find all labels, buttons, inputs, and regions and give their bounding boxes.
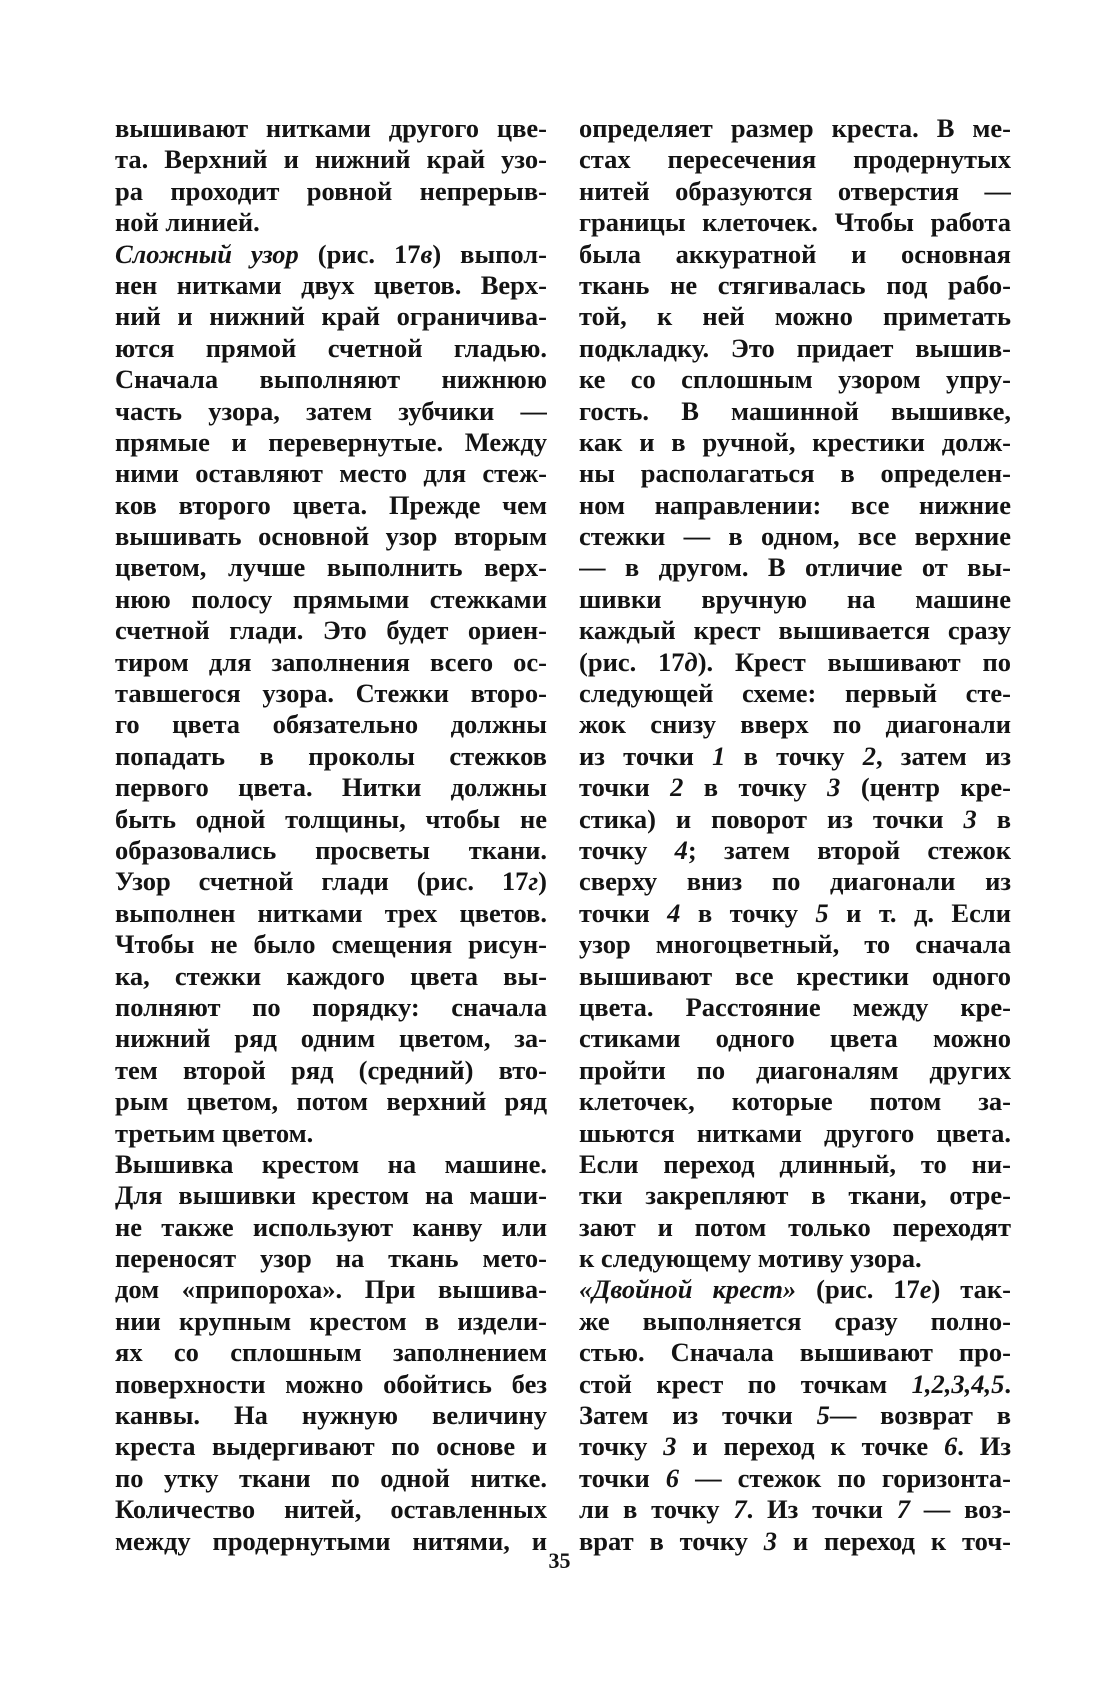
text-line: быть одной толщины, чтобы не: [115, 803, 547, 834]
text-run: — возврат в: [829, 1400, 1011, 1431]
text-line: [579, 835, 1011, 866]
text-run: ; затем второй стежок: [687, 834, 1011, 865]
text-line: ними оставляют место для стеж-: [115, 458, 547, 489]
text-run: точки: [579, 772, 671, 803]
text-line: Для вышивки крестом на маши-: [115, 1180, 547, 1211]
text-line: [579, 1400, 1011, 1431]
text-line: нижний ряд одним цветом, за-: [115, 1023, 547, 1054]
figure-letter: д: [684, 646, 698, 677]
point-number: 1,2,3,4,5: [911, 1368, 1005, 1399]
point-number: 4: [667, 897, 681, 928]
text-run: в: [976, 803, 1011, 834]
text-run: точку: [579, 1431, 664, 1462]
text-line: определяет размер креста. В ме-: [579, 113, 1011, 143]
text-line: Количество нитей, оставленных: [115, 1494, 547, 1525]
text-run: (центр кре-: [840, 772, 1011, 803]
text-run: ) так-: [931, 1274, 1011, 1305]
text-run: — воз-: [909, 1494, 1011, 1525]
text-line: переносят узор на ткань мето-: [115, 1243, 547, 1274]
text-line: была аккуратной и основная: [579, 238, 1011, 269]
text-run: и т. д. Если: [828, 897, 1011, 928]
text-line: по утку ткани по одной нитке.: [115, 1462, 547, 1493]
text-line: вышивают все крестики одного: [579, 960, 1011, 991]
text-line: следующей схеме: первый сте-: [579, 678, 1011, 709]
text-line: тки закрепляют в ткани, отре-: [579, 1180, 1011, 1211]
left-column: [115, 113, 547, 1557]
text-line: [115, 239, 547, 270]
text-line: часть узора, затем зубчики —: [115, 395, 547, 426]
text-line: зают и потом только переходят: [579, 1211, 1011, 1242]
text-run: .: [1004, 1368, 1011, 1399]
text-line: счетной глади. Это будет ориен-: [115, 615, 547, 646]
text-line: [579, 1274, 1011, 1305]
text-line: [579, 1431, 1011, 1462]
point-number: 2: [862, 740, 876, 771]
text-line: дом «припороха». При вышива-: [115, 1274, 547, 1305]
text-line: ях со сплошным заполнением: [115, 1337, 547, 1368]
text-line: [579, 647, 1011, 678]
text-line: выполнен нитками трех цветов.: [115, 897, 547, 928]
text-line: стежки — в одном, все верхние: [579, 521, 1011, 552]
figure-letter: г: [528, 866, 539, 897]
text-run: и переход к точ-: [777, 1525, 1011, 1556]
point-number: 4: [674, 834, 688, 865]
text-run: врат в точку: [579, 1525, 764, 1556]
text-line: стью. Сначала вышивают про-: [579, 1337, 1011, 1368]
figure-letter: в: [420, 238, 433, 269]
text-line: [579, 804, 1011, 835]
text-run: , затем из: [875, 740, 1011, 771]
point-number: 7: [896, 1494, 910, 1525]
text-run: ). Крест вышивают по: [697, 646, 1011, 677]
text-run: стой крест по точкам: [579, 1368, 912, 1399]
text-line: ка, стежки каждого цвета вы-: [115, 960, 547, 991]
figure-letter: е: [919, 1274, 932, 1305]
text-line: сверху вниз по диагонали из: [579, 866, 1011, 897]
text-run: ли в точку: [579, 1494, 734, 1525]
text-run: (рис. 17: [796, 1274, 920, 1305]
text-line: тем второй ряд (средний) вто-: [115, 1054, 547, 1085]
text-line: канвы. На нужную величину: [115, 1400, 547, 1431]
text-run: из точки: [579, 740, 713, 771]
text-run: в точку: [725, 740, 863, 771]
text-line: нюю полосу прямыми стежками: [115, 583, 547, 614]
text-line: поверхности можно обойтись без: [115, 1368, 547, 1399]
right-column: [579, 113, 1011, 1557]
text-line: узор многоцветный, то сначала: [579, 929, 1011, 960]
text-line: жок снизу вверх по диагонали: [579, 709, 1011, 740]
text-line: попадать в проколы стежков: [115, 740, 547, 771]
text-line: стах пересечения продернутых: [579, 144, 1011, 175]
text-line: пройти по диагоналям других: [579, 1054, 1011, 1085]
text-line: стиками одного цвета можно: [579, 1023, 1011, 1054]
text-run: в точку: [683, 772, 828, 803]
text-line: между продернутыми нитями, и: [115, 1525, 547, 1556]
text-line: ются прямой счетной гладью.: [115, 332, 547, 363]
text-line: тиром для заполнения всего ос-: [115, 646, 547, 677]
point-number: 3: [827, 772, 841, 803]
text-run: и переход к точке: [676, 1431, 944, 1462]
text-line: Чтобы не было смещения рисун-: [115, 929, 547, 960]
point-number: 1: [712, 740, 726, 771]
point-number: 3: [663, 1431, 677, 1462]
text-line: [579, 772, 1011, 803]
text-run: (рис. 17: [298, 238, 421, 269]
term-italic: Сложный узор: [115, 238, 299, 269]
point-number: 6: [944, 1431, 958, 1462]
text-line: рым цветом, потом верхний ряд: [115, 1086, 547, 1117]
text-run: в точку: [680, 897, 816, 928]
point-number: 3: [763, 1525, 778, 1556]
page-number: 35: [548, 1548, 571, 1573]
text-line: [115, 866, 547, 897]
text-line: к следующему мотиву узора.: [579, 1243, 922, 1274]
text-line: ний и нижний край ограничива-: [115, 301, 547, 332]
text-line: Сначала выполняют нижнюю: [115, 364, 547, 395]
text-line: прямые и перевернутые. Между: [115, 426, 547, 457]
point-number: 7: [733, 1494, 747, 1525]
text-line: цвета. Расстояние между кре-: [579, 991, 1011, 1022]
text-run: (рис. 17: [579, 646, 685, 677]
text-line: тавшегося узора. Стежки второ-: [115, 678, 547, 709]
text-line: границы клеточек. Чтобы работа: [579, 207, 1011, 238]
text-run: ): [538, 866, 547, 897]
text-line: та. Верхний и нижний край узо-: [115, 144, 547, 175]
point-number: 6: [665, 1462, 680, 1493]
point-number: 5: [815, 897, 829, 928]
text-line: полняют по порядку: сначала: [115, 991, 547, 1022]
text-line: нии крупным крестом в издели-: [115, 1305, 547, 1336]
text-run: . Из: [957, 1431, 1011, 1462]
text-line: шивки вручную на машине: [579, 583, 1011, 614]
text-line: [579, 1369, 1011, 1400]
text-run: . Из точки: [746, 1494, 897, 1525]
text-run: точки: [579, 1462, 666, 1493]
text-line: [579, 1494, 1011, 1525]
text-line: ра проходит ровной непрерыв-: [115, 175, 547, 206]
point-number: 5: [816, 1400, 830, 1431]
text-line: [579, 898, 1011, 929]
text-line: ков второго цвета. Прежде чем: [115, 489, 547, 520]
text-run: Узор счетной глади (рис. 17: [115, 866, 529, 897]
text-line: цветом, лучше выполнить верх-: [115, 552, 547, 583]
text-line: первого цвета. Нитки должны: [115, 772, 547, 803]
text-line: не также используют канву или: [115, 1211, 547, 1242]
text-line: как и в ручной, крестики долж-: [579, 426, 1011, 457]
text-line: ны располагаться в определен-: [579, 458, 1011, 489]
text-line: каждый крест вышивается сразу: [579, 615, 1011, 646]
text-line: вышивают нитками другого цве-: [115, 113, 547, 143]
section-heading: Вышивка крестом на машине.: [115, 1148, 547, 1179]
text-line: нен нитками двух цветов. Верх-: [115, 269, 547, 300]
text-run: ) выпол-: [432, 238, 547, 269]
point-number: 3: [963, 803, 977, 834]
text-line: Если переход длинный, то ни-: [579, 1148, 1011, 1179]
text-line: ном направлении: все нижние: [579, 489, 1011, 520]
text-line: вышивать основной узор вторым: [115, 521, 547, 552]
text-line: креста выдергивают по основе и: [115, 1431, 547, 1462]
text-line: го цвета обязательно должны: [115, 709, 547, 740]
text-line: образовались просветы ткани.: [115, 834, 547, 865]
text-line: же выполняется сразу полно-: [579, 1305, 1011, 1336]
text-line: ткань не стягивалась под рабо-: [579, 269, 1011, 300]
text-line: шьются нитками другого цвета.: [579, 1117, 1011, 1148]
text-run: Затем из точки: [579, 1400, 817, 1431]
text-line: третьим цветом.: [115, 1117, 314, 1148]
text-line: гость. В машинной вышивке,: [579, 395, 1011, 426]
text-line: [579, 1463, 1011, 1494]
text-line: ке со сплошным узором упру-: [579, 364, 1011, 395]
text-run: точки: [579, 897, 668, 928]
text-line: подкладку. Это придает вышив-: [579, 332, 1011, 363]
text-run: — стежок по горизонта-: [679, 1462, 1011, 1493]
text-line: ной линией.: [115, 207, 260, 238]
text-line: нитей образуются отверстия —: [579, 175, 1011, 206]
term-italic: «Двойной крест»: [579, 1274, 797, 1305]
text-line: [579, 741, 1011, 772]
text-line: — в другом. В отличие от вы-: [579, 552, 1011, 583]
point-number: 2: [670, 772, 684, 803]
text-line: той, к ней можно приметать: [579, 301, 1011, 332]
text-run: стика) и поворот из точки: [579, 803, 964, 834]
text-line: клеточек, которые потом за-: [579, 1086, 1011, 1117]
text-run: точку: [579, 834, 675, 865]
